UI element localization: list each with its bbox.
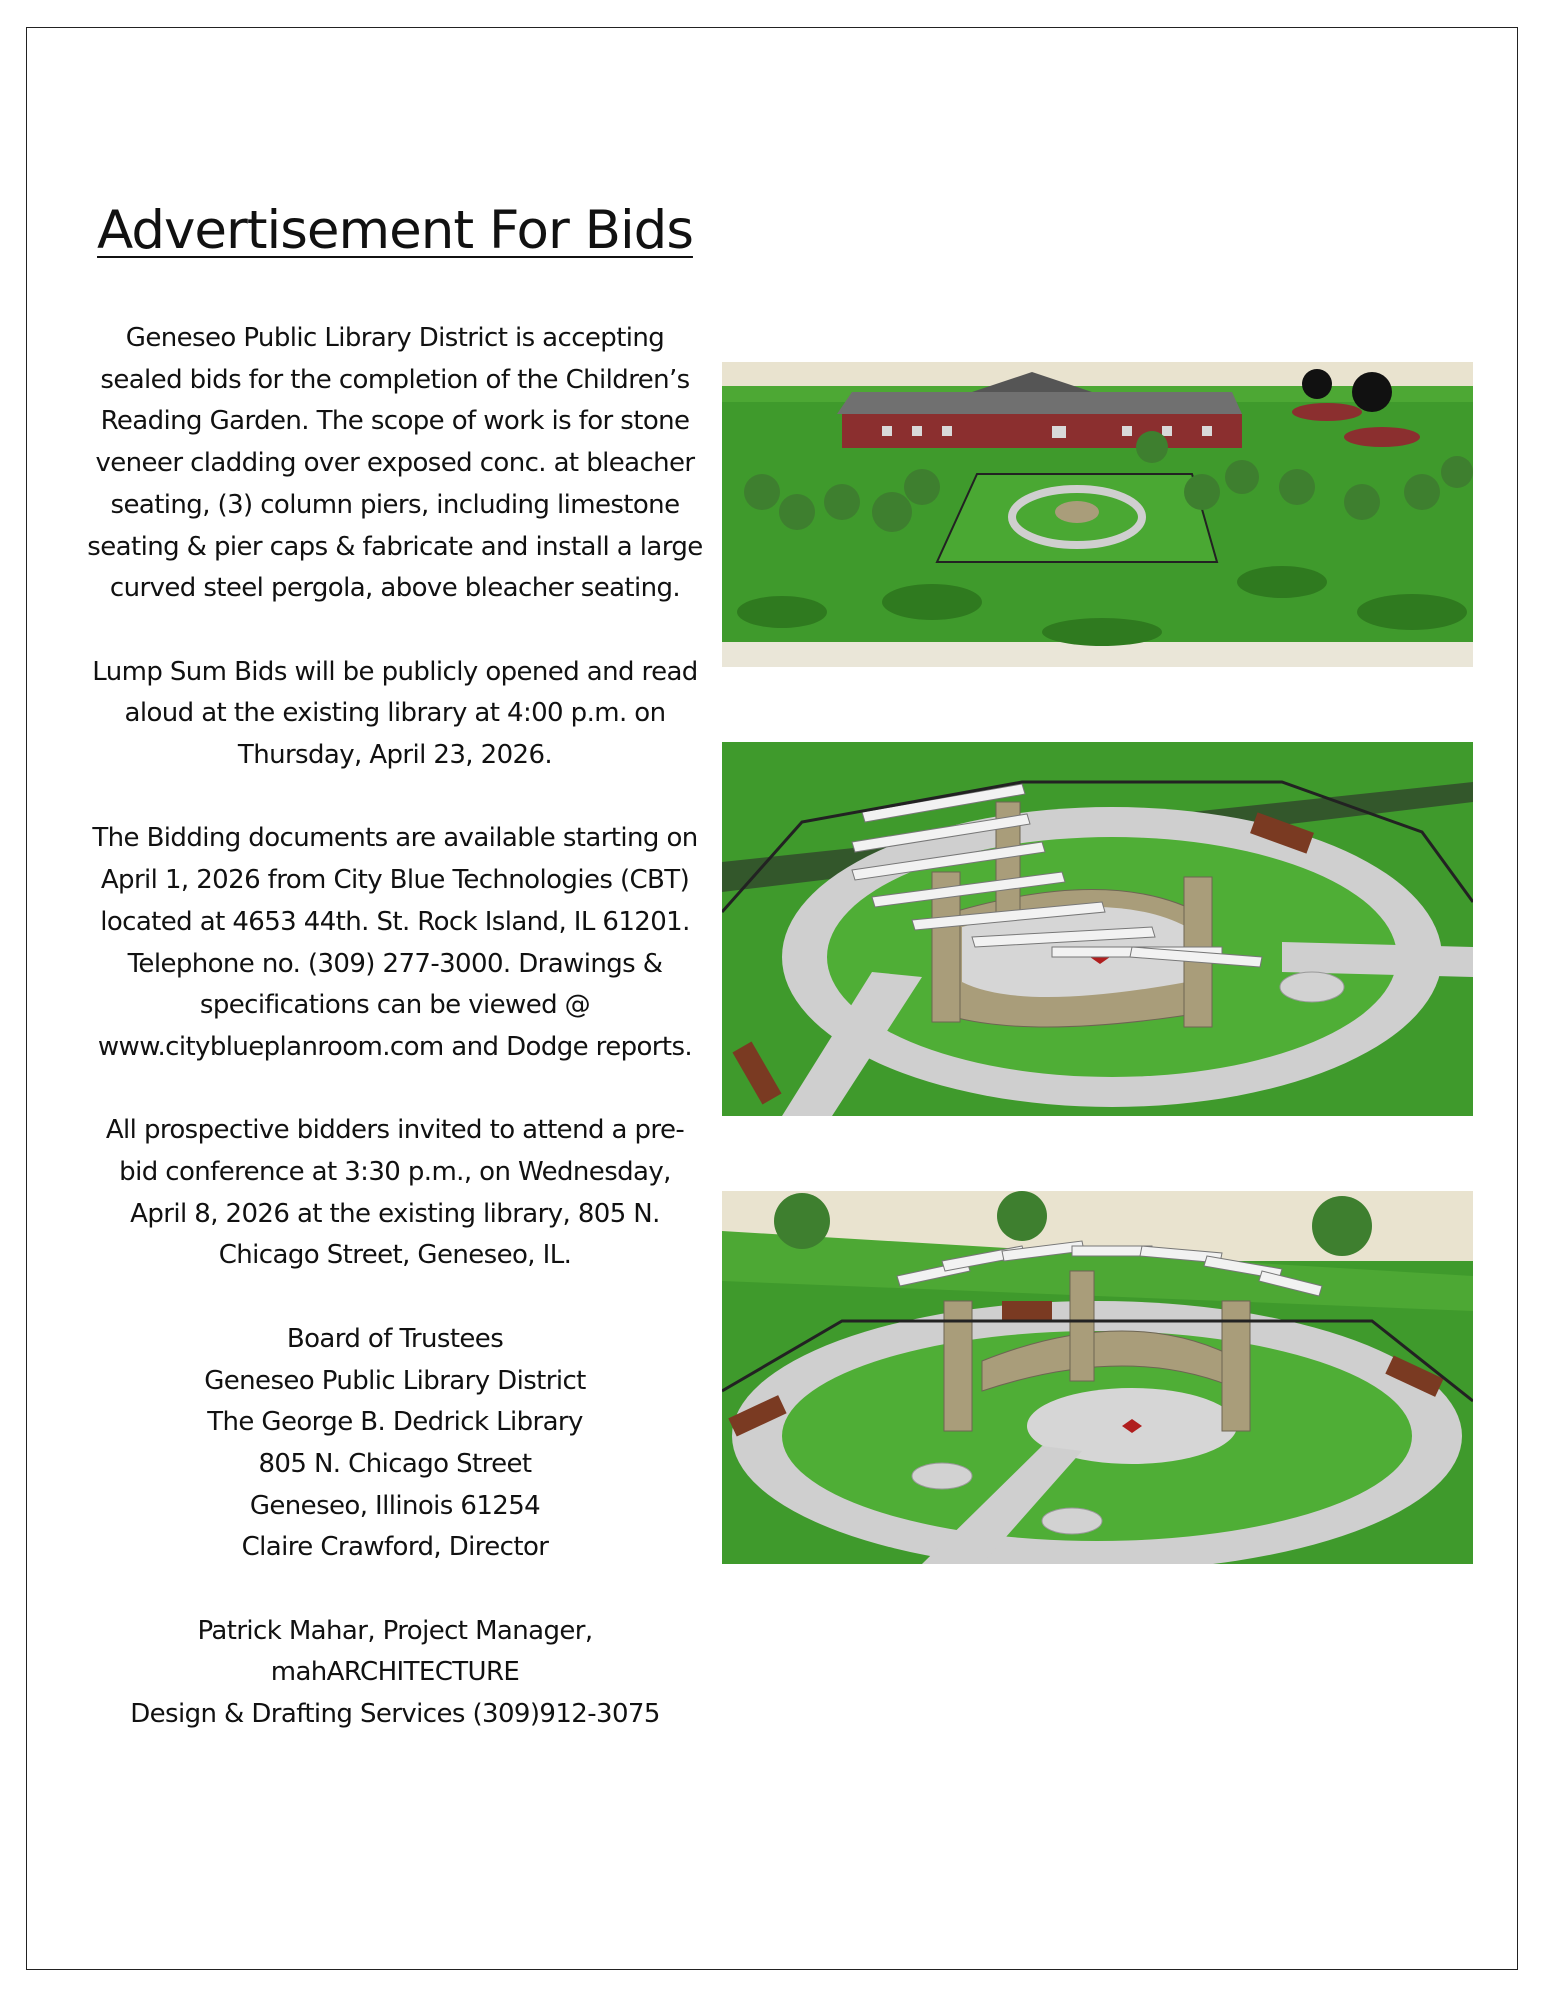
text-line: Geneseo Public Library District is accepting	[125, 323, 665, 353]
bid-opening-paragraph	[80, 652, 710, 777]
text-line: All prospective bidders invited to attend a pre-	[105, 1115, 685, 1146]
text-line: aloud at the existing library at 4:00 p.m. on	[124, 698, 666, 729]
text-line: April 8, 2026 at the existing library, 805 N.	[130, 1198, 660, 1229]
text-line: April 1, 2026 from City Blue Technologies (CBT)	[100, 865, 690, 896]
text-line: Telephone no. (309) 277-3000. Drawings &	[127, 948, 663, 979]
pre-bid-conference-paragraph	[80, 1110, 710, 1277]
architect-block	[80, 1611, 710, 1736]
site-overview-rendering	[722, 362, 1473, 667]
text-line: seating, (3) column piers, including limestone	[110, 489, 680, 520]
text-line: Design & Drafting Services (309)912-3075	[130, 1699, 660, 1730]
text-line: Reading Garden. The scope of work is for stone	[100, 406, 690, 437]
bidding-documents-paragraph	[80, 818, 710, 1068]
text-line: Geneseo, Illinois 61254	[249, 1490, 541, 1521]
text-line: The Bidding documents are available starting on	[92, 823, 698, 854]
text-line: bid conference at 3:30 p.m., on Wednesday,	[119, 1157, 671, 1188]
scope-paragraph	[80, 318, 710, 610]
text-line: seating & pier caps & fabricate and install a large	[87, 531, 703, 562]
text-line: Board of Trustees	[286, 1323, 504, 1354]
advertisement-text	[80, 318, 710, 1778]
reading-garden-seating-rendering	[722, 1191, 1473, 1564]
text-line: Lump Sum Bids will be publicly opened and read	[92, 656, 698, 687]
page-title: Advertisement For Bids	[97, 200, 693, 261]
text-line: Patrick Mahar, Project Manager,	[197, 1615, 593, 1646]
text-line: sealed bids for the completion of the Children’s	[100, 364, 690, 395]
text-line: www.cityblueplanroom.com and Dodge reports.	[97, 1031, 693, 1062]
text-line: Thursday, April 23, 2026.	[237, 740, 553, 771]
text-line: Geneseo Public Library District	[204, 1365, 586, 1396]
text-line: 805 N. Chicago Street	[258, 1448, 532, 1479]
owner-block	[80, 1319, 710, 1569]
reading-garden-pergola-rendering	[722, 742, 1473, 1116]
text-line: Claire Crawford, Director	[241, 1532, 549, 1563]
text-line: specifications can be viewed @	[199, 990, 591, 1021]
text-line: located at 4653 44th. St. Rock Island, IL 61201.	[100, 906, 690, 937]
text-line: Chicago Street, Geneseo, IL.	[218, 1240, 572, 1271]
text-line: The George B. Dedrick Library	[207, 1407, 583, 1438]
text-line: mahARCHITECTURE	[270, 1657, 520, 1688]
text-line: curved steel pergola, above bleacher seating.	[109, 573, 681, 604]
text-line: veneer cladding over exposed conc. at bleacher	[95, 448, 695, 479]
